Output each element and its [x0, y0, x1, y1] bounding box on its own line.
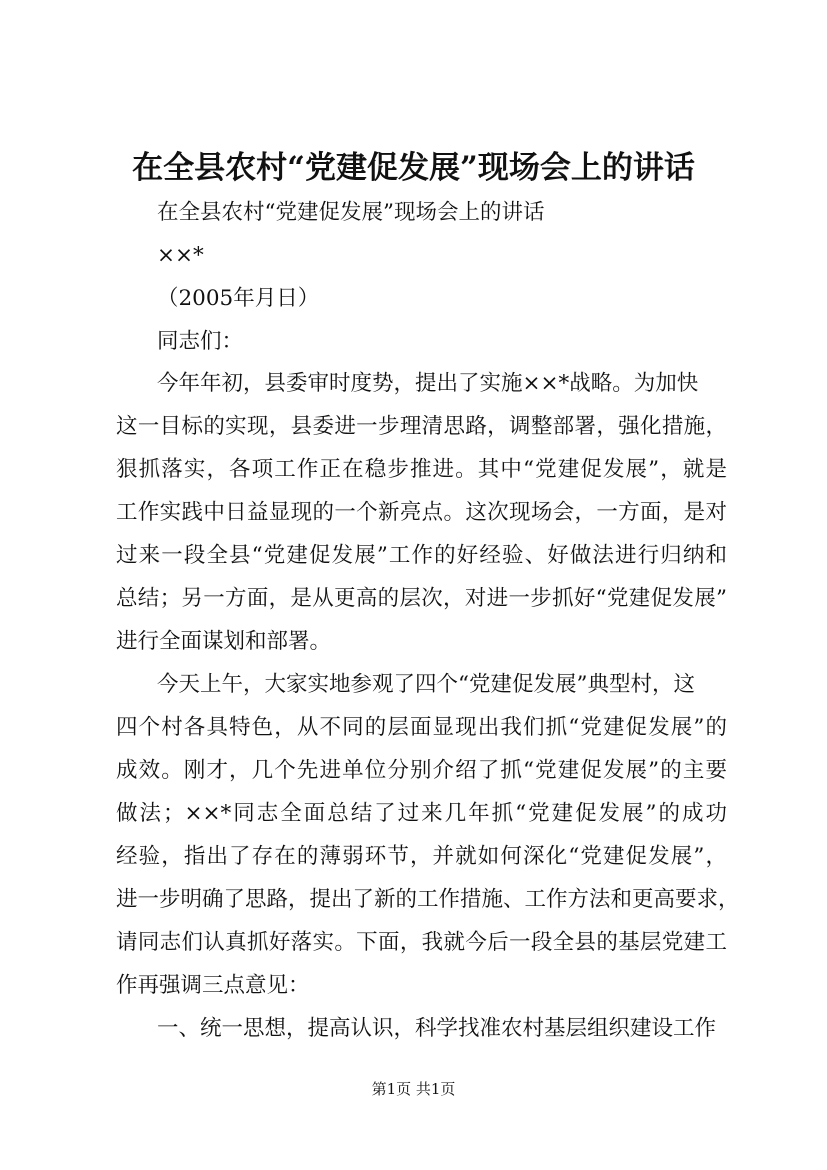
paragraph-1-line-6: 总结；另一方面，是从更高的层次，对进一步抓好“党建促发展”: [116, 586, 727, 611]
paragraph-1-line-2: 这一目标的实现，县委进一步理清思路，调整部署，强化措施，: [116, 414, 727, 439]
paragraph-2-line-2: 四个村各具特色，从不同的层面显现出我们抓“党建促发展”的: [116, 715, 727, 740]
section-heading-1: 一、统一思想，提高认识，科学找准农村基层组织建设工作: [157, 1016, 717, 1041]
paragraph-2-line-7: 请同志们认真抓好落实。下面，我就今后一段全县的基层党建工: [116, 930, 727, 955]
document-title: 在全县农村“党建促发展”现场会上的讲话: [132, 150, 695, 186]
paragraph-2-line-8: 作再强调三点意见：: [116, 973, 310, 998]
paragraph-2-line-5: 经验，指出了存在的薄弱环节，并就如何深化“党建促发展”，: [116, 844, 727, 869]
page-number: 第1页 共1页: [371, 1080, 456, 1098]
paragraph-1-line-4: 工作实践中日益显现的一个新亮点。这次现场会，一方面，是对: [116, 500, 727, 525]
paragraph-2-line-3: 成效。刚才，几个先进单位分别介绍了抓“党建促发展”的主要: [116, 758, 727, 783]
paragraph-2-line-6: 进一步明确了思路，提出了新的工作措施、工作方法和更高要求，: [116, 887, 740, 912]
paragraph-1-line-7: 进行全面谋划和部署。: [116, 629, 332, 654]
paragraph-2-line-1: 今天上午，大家实地参观了四个“党建促发展”典型村，这: [157, 672, 695, 697]
paragraph-2-line-4: 做法；××*同志全面总结了过来几年抓“党建促发展”的成功: [116, 801, 727, 826]
subtitle: 在全县农村“党建促发展”现场会上的讲话: [157, 200, 545, 225]
date-line: （2005年月日）: [157, 286, 320, 311]
paragraph-1-line-5: 过来一段全县“党建促发展”工作的好经验、好做法进行归纳和: [116, 543, 727, 568]
author-line: ××*: [157, 243, 204, 268]
paragraph-1-line-3: 狠抓落实，各项工作正在稳步推进。其中“党建促发展”，就是: [116, 457, 727, 482]
salutation: 同志们：: [157, 329, 244, 354]
paragraph-1-line-1: 今年年初，县委审时度势，提出了实施××*战略。为加快: [157, 371, 699, 396]
